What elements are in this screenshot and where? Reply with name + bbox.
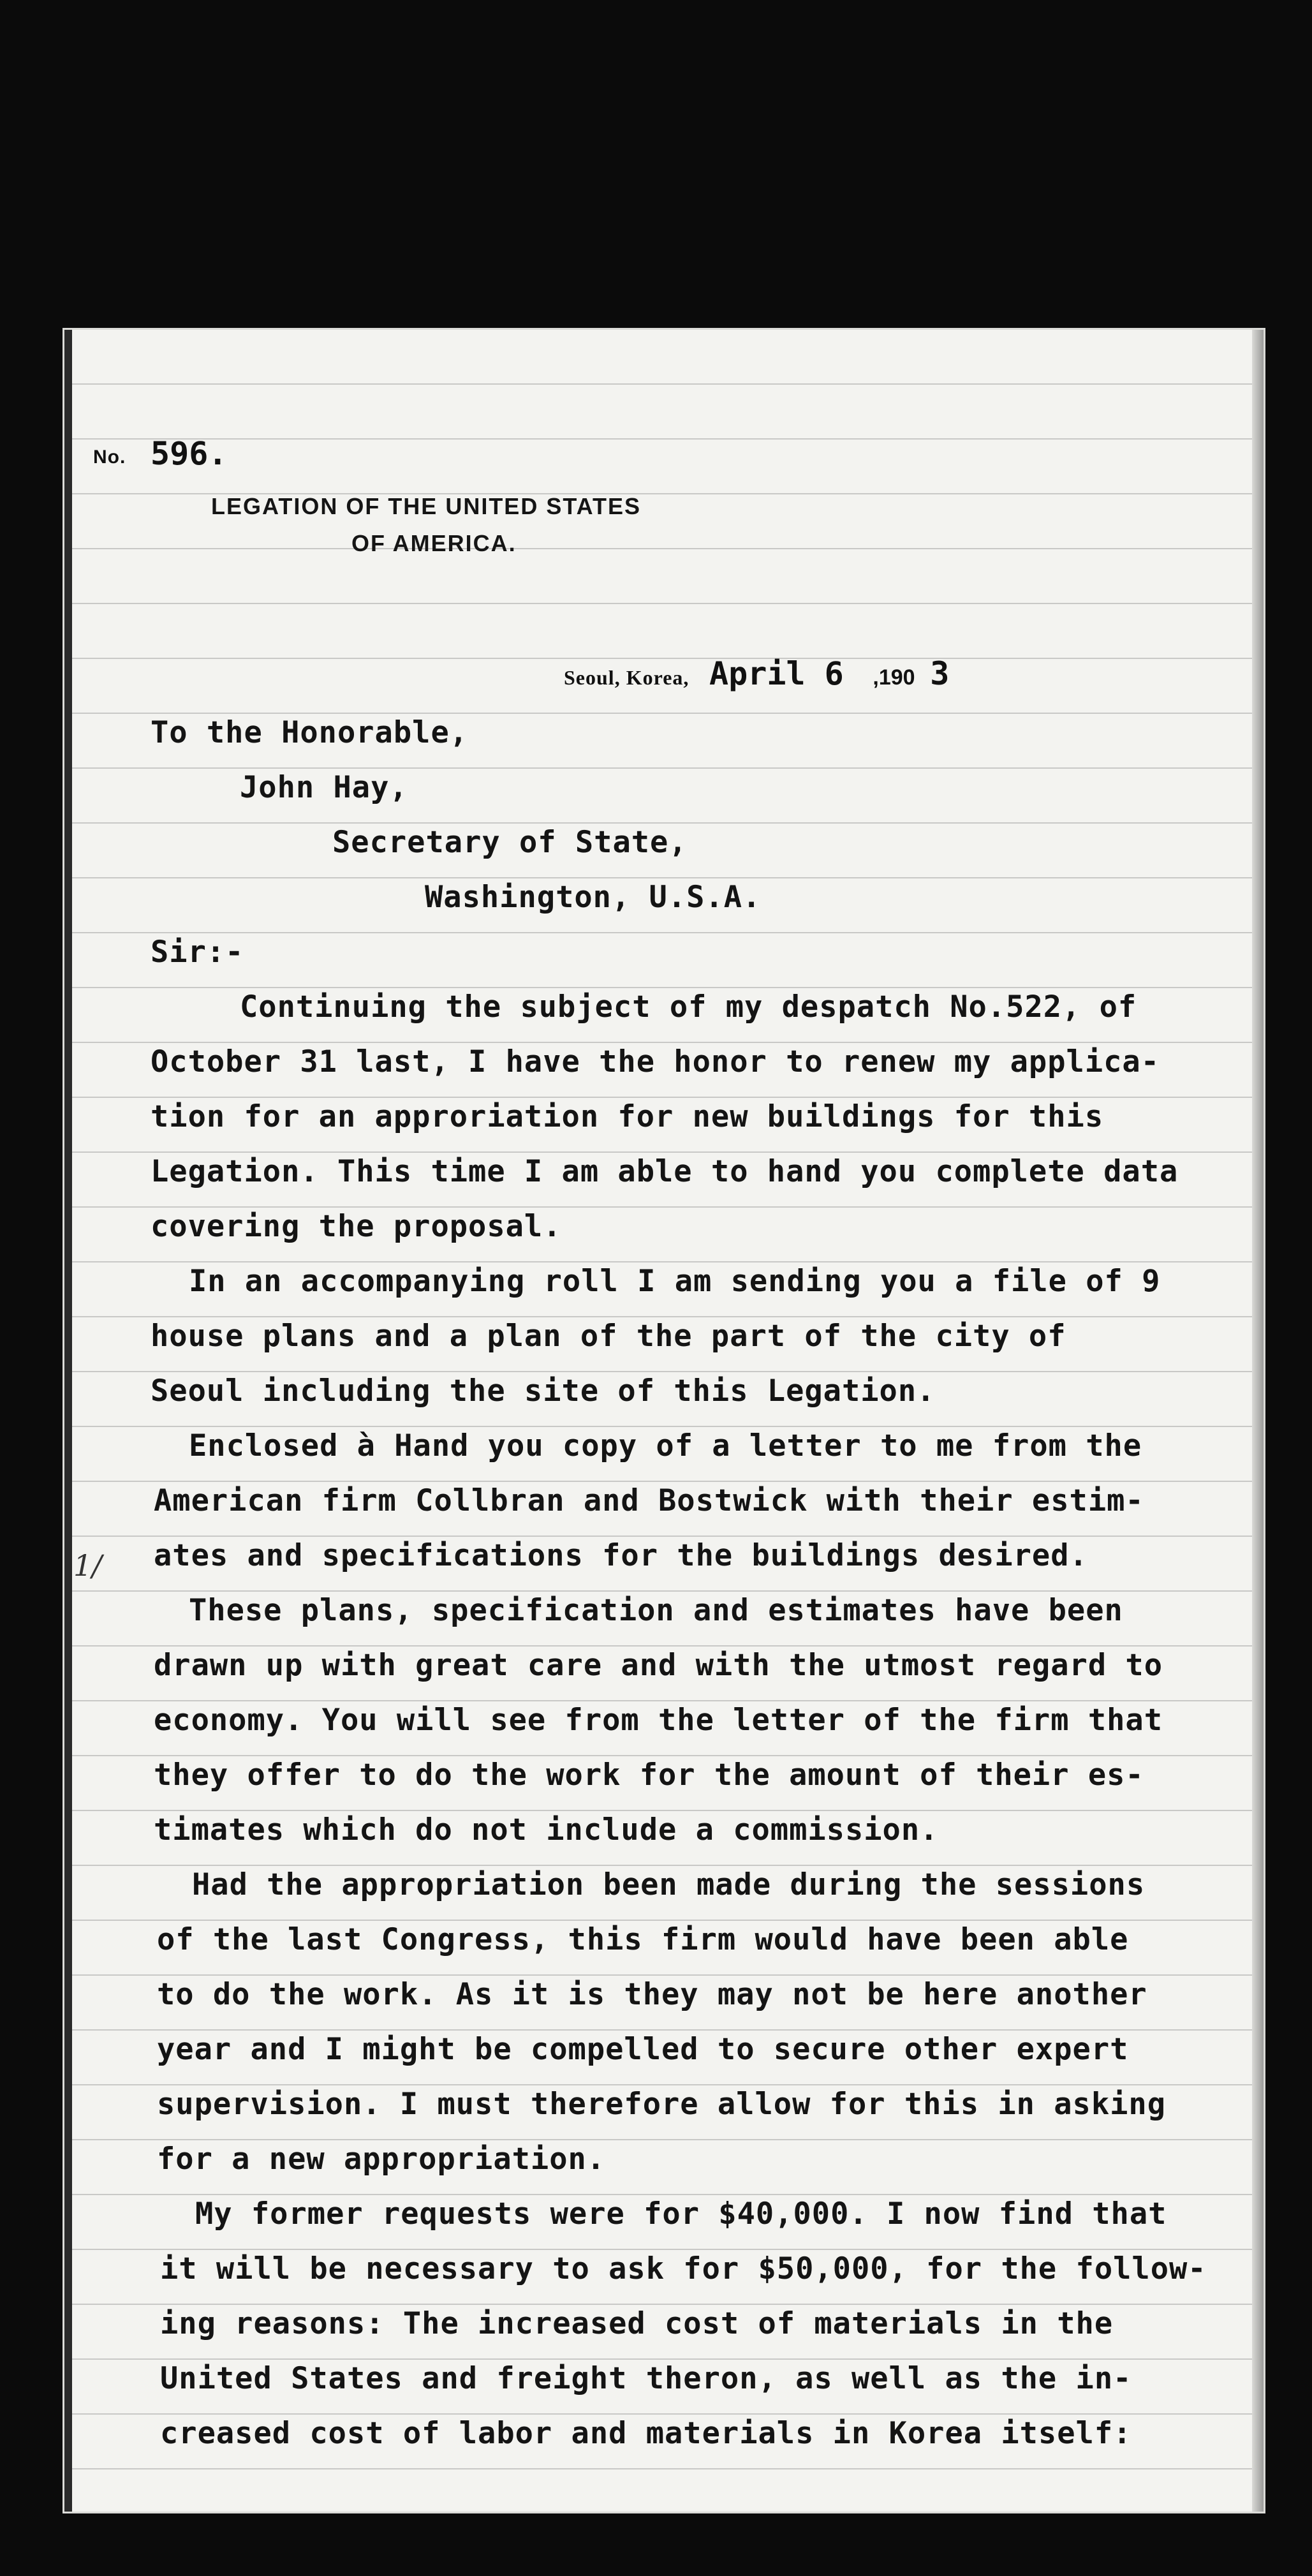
body-line: tion for an approriation for new buildings for this bbox=[151, 1099, 1104, 1134]
body-line: covering the proposal. bbox=[151, 1209, 562, 1244]
body-line: for a new appropriation. bbox=[157, 2142, 606, 2177]
body-line: Legation. This time I am able to hand you complete data bbox=[151, 1154, 1179, 1189]
year-suffix: 3 bbox=[930, 655, 950, 692]
despatch-number-label: No. bbox=[93, 447, 126, 468]
body-line: supervision. I must therefore allow for this in asking bbox=[157, 2087, 1167, 2122]
salutation-line: Secretary of State, bbox=[332, 825, 688, 860]
letterhead bbox=[64, 488, 849, 562]
letterhead-line-2: OF AMERICA. bbox=[351, 530, 517, 556]
letter-date: April 6 bbox=[709, 655, 844, 692]
page-edge bbox=[64, 330, 72, 2512]
body-line: drawn up with great care and with the utmost regard to bbox=[154, 1648, 1163, 1683]
body-line: October 31 last, I have the honor to renew my applica- bbox=[151, 1044, 1160, 1079]
salutation-line: Washington, U.S.A. bbox=[425, 880, 762, 915]
letterhead-line-1: LEGATION OF THE UNITED STATES bbox=[211, 493, 641, 519]
body-line: United States and freight theron, as well as the in- bbox=[160, 2361, 1132, 2396]
body-line: These plans, specification and estimates have been bbox=[189, 1593, 1123, 1628]
body-line: to do the work. As it is they may not be here another bbox=[157, 1977, 1147, 2012]
dateline bbox=[564, 655, 949, 692]
letter-page bbox=[64, 330, 1264, 2512]
body-line: timates which do not include a commission. bbox=[154, 1812, 939, 1847]
body-line: creased cost of labor and materials in Korea itself: bbox=[160, 2416, 1132, 2451]
salutation-line: John Hay, bbox=[240, 770, 408, 805]
body-line: In an accompanying roll I am sending you a file of 9 bbox=[189, 1264, 1161, 1299]
body-line: year and I might be compelled to secure other expert bbox=[157, 2032, 1129, 2067]
year-prefix: ,190 bbox=[873, 665, 915, 690]
body-line: house plans and a plan of the part of the city of bbox=[151, 1319, 1066, 1354]
body-line: economy. You will see from the letter of the firm that bbox=[154, 1703, 1163, 1738]
body-line: American firm Collbran and Bostwick with their estim- bbox=[154, 1483, 1144, 1518]
body-line: My former requests were for $40,000. I now find that bbox=[195, 2196, 1167, 2232]
body-line: Continuing the subject of my despatch No.522, of bbox=[240, 989, 1137, 1025]
body-line: ing reasons: The increased cost of materials in the bbox=[160, 2306, 1114, 2341]
despatch-number: 596. bbox=[151, 435, 228, 472]
greeting: Sir:- bbox=[151, 935, 244, 970]
body-line: ates and specifications for the buildings desired. bbox=[154, 1538, 1088, 1573]
body-line: Seoul including the site of this Legation. bbox=[151, 1373, 936, 1409]
body-line: Had the appropriation been made during the sessions bbox=[192, 1867, 1146, 1902]
body-line: of the last Congress, this firm would have been able bbox=[157, 1922, 1129, 1957]
salutation-line: To the Honorable, bbox=[151, 715, 469, 750]
page-fold-shadow bbox=[1252, 330, 1264, 2512]
place-of-writing: Seoul, Korea, bbox=[564, 666, 689, 689]
body-line: it will be necessary to ask for $50,000, for the follow- bbox=[160, 2251, 1207, 2286]
body-line: they offer to do the work for the amount of their es- bbox=[154, 1758, 1144, 1793]
margin-annotation: 1/ bbox=[73, 1548, 102, 1583]
body-line: Enclosed à Hand you copy of a letter to me from the bbox=[189, 1428, 1142, 1463]
